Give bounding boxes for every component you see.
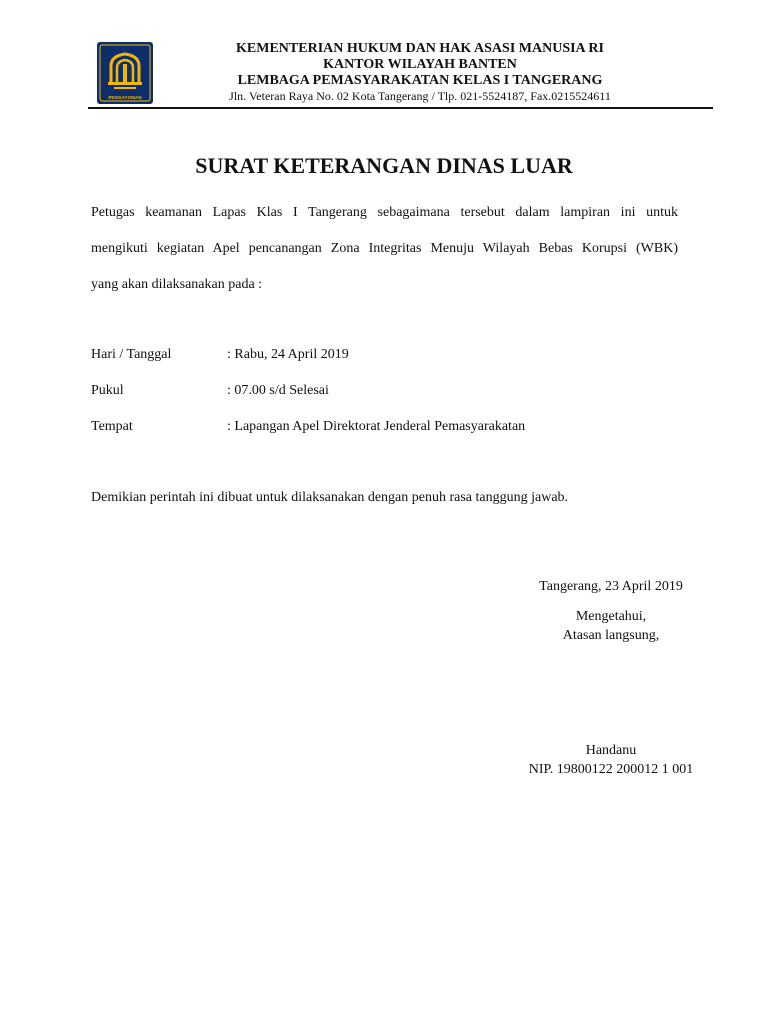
detail-row-place	[91, 418, 525, 436]
ministry-logo	[97, 42, 153, 104]
document-title: SURAT KETERANGAN DINAS LUAR	[195, 153, 573, 178]
signature-acknowledged: Mengetahui,	[575, 609, 647, 624]
signature-superior: Atasan langsung,	[562, 628, 660, 643]
regional-office: KANTOR WILAYAH BANTEN	[323, 57, 517, 72]
detail-label: Hari / Tanggal	[91, 347, 172, 362]
institution-name: LEMBAGA PEMASYARAKATAN KELAS I TANGERANG	[237, 73, 603, 88]
institution-address: Jln. Veteran Raya No. 02 Kota Tangerang / Tlp. 021-5524187, Fax.0215524611	[229, 89, 611, 103]
detail-value: : Lapangan Apel Direktorat Jenderal Pemasyarakatan	[227, 419, 526, 434]
signature-place-date: Tangerang, 23 April 2019	[539, 579, 683, 594]
detail-row-time	[91, 382, 329, 400]
detail-label: Pukul	[91, 383, 124, 398]
body-line-2: mengikuti kegiatan Apel pencanangan Zona Integritas Menuju Wilayah Bebas Korupsi (WBK)	[91, 241, 678, 256]
detail-value: : 07.00 s/d Selesai	[227, 383, 329, 398]
letterhead-divider	[88, 107, 713, 109]
body-line-1: Petugas keamanan Lapas Klas I Tangerang sebagaimana tersebut dalam lampiran ini untuk	[91, 205, 678, 220]
detail-row-date	[91, 346, 349, 364]
logo-caption: PENGAYOMAN	[108, 95, 142, 100]
ministry-name: KEMENTERIAN HUKUM DAN HAK ASASI MANUSIA RI	[236, 41, 604, 56]
signatory-name: Handanu	[585, 743, 637, 758]
letterhead	[170, 41, 670, 104]
detail-value: : Rabu, 24 April 2019	[227, 347, 349, 362]
closing-statement: Demikian perintah ini dibuat untuk dilaksanakan dengan penuh rasa tanggung jawab.	[91, 490, 569, 505]
body-line-3: yang akan dilaksanakan pada :	[91, 277, 263, 292]
detail-label: Tempat	[91, 419, 133, 434]
signatory-nip: NIP. 19800122 200012 1 001	[528, 762, 694, 777]
